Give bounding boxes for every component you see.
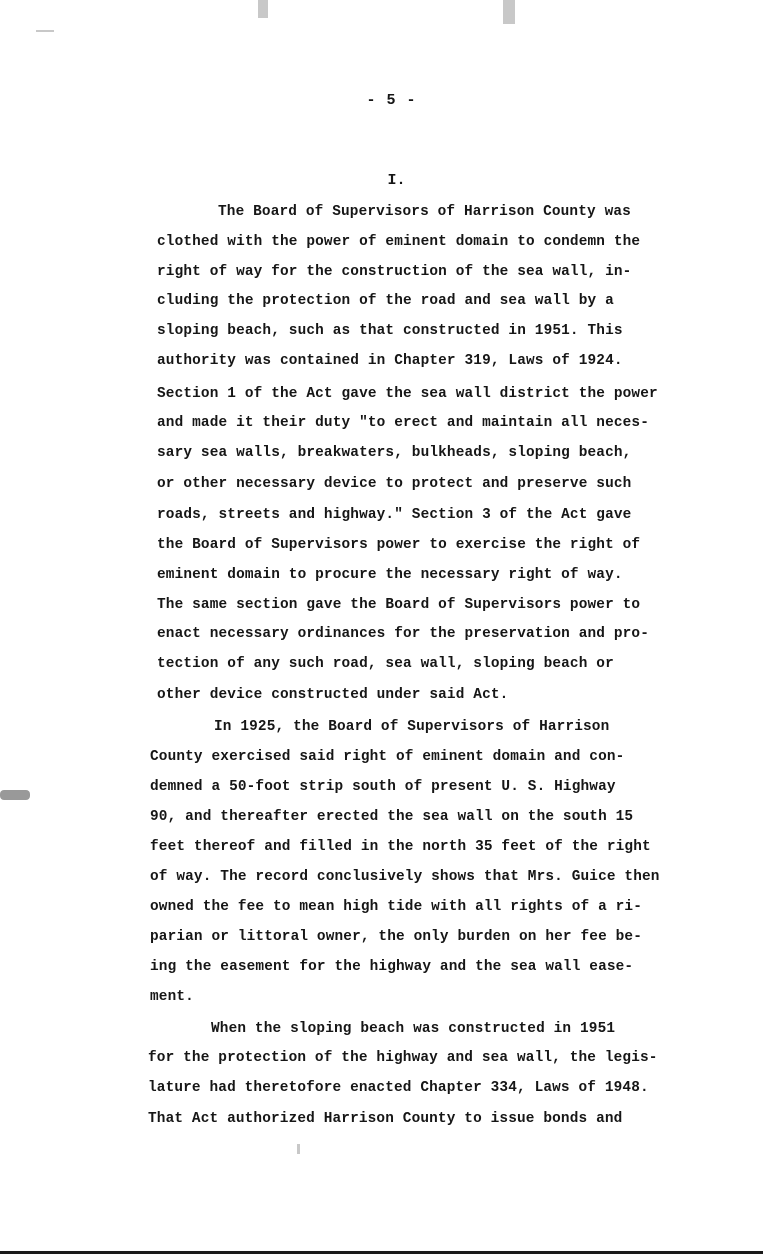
body-line: The same section gave the Board of Supervisors power to	[157, 597, 641, 613]
body-line: ment.	[150, 989, 194, 1005]
scan-artifact	[297, 1144, 300, 1154]
scan-artifact	[36, 30, 54, 32]
body-line: The Board of Supervisors of Harrison County was	[218, 204, 631, 220]
body-line: owned the fee to mean high tide with all rights of a ri-	[150, 899, 643, 915]
body-line: 90, and thereafter erected the sea wall on the south 15	[150, 809, 634, 825]
body-line: sary sea walls, breakwaters, bulkheads, sloping beach,	[157, 445, 632, 461]
body-line: demned a 50-foot strip south of present U. S. Highway	[150, 779, 616, 795]
body-line: and made it their duty "to erect and maintain all neces-	[157, 415, 650, 431]
section-heading: I.	[387, 172, 406, 189]
body-line: When the sloping beach was constructed in 1951	[211, 1021, 616, 1037]
scan-artifact	[503, 0, 515, 24]
body-line: enact necessary ordinances for the preservation and pro-	[157, 626, 650, 642]
body-line: tection of any such road, sea wall, sloping beach or	[157, 656, 614, 672]
body-line: roads, streets and highway." Section 3 of the Act gave	[157, 507, 632, 523]
body-line: In 1925, the Board of Supervisors of Harrison	[214, 719, 610, 735]
body-line: County exercised said right of eminent domain and con-	[150, 749, 625, 765]
body-line: eminent domain to procure the necessary right of way.	[157, 567, 623, 583]
body-line: clothed with the power of eminent domain to condemn the	[157, 234, 641, 250]
page-bottom-rule	[0, 1251, 763, 1254]
body-line: of way. The record conclusively shows that Mrs. Guice then	[150, 869, 660, 885]
body-line: cluding the protection of the road and sea wall by a	[157, 293, 614, 309]
body-line: or other necessary device to protect and preserve such	[157, 476, 632, 492]
body-line: right of way for the construction of the sea wall, in-	[157, 264, 632, 280]
body-line: the Board of Supervisors power to exercise the right of	[157, 537, 641, 553]
body-line: That Act authorized Harrison County to issue bonds and	[148, 1111, 623, 1127]
body-line: parian or littoral owner, the only burden on her fee be-	[150, 929, 643, 945]
body-line: authority was contained in Chapter 319, Laws of 1924.	[157, 353, 623, 369]
body-line: other device constructed under said Act.	[157, 687, 509, 703]
body-line: Section 1 of the Act gave the sea wall district the power	[157, 386, 658, 402]
body-line: lature had theretofore enacted Chapter 334, Laws of 1948.	[148, 1080, 649, 1096]
body-line: sloping beach, such as that constructed in 1951. This	[157, 323, 623, 339]
scan-artifact	[258, 0, 268, 18]
body-line: for the protection of the highway and sea wall, the legis-	[148, 1050, 658, 1066]
body-line: ing the easement for the highway and the sea wall ease-	[150, 959, 634, 975]
page-number: - 5 -	[366, 92, 417, 109]
body-line: feet thereof and filled in the north 35 feet of the right	[150, 839, 651, 855]
scan-edge-mark	[0, 790, 30, 800]
